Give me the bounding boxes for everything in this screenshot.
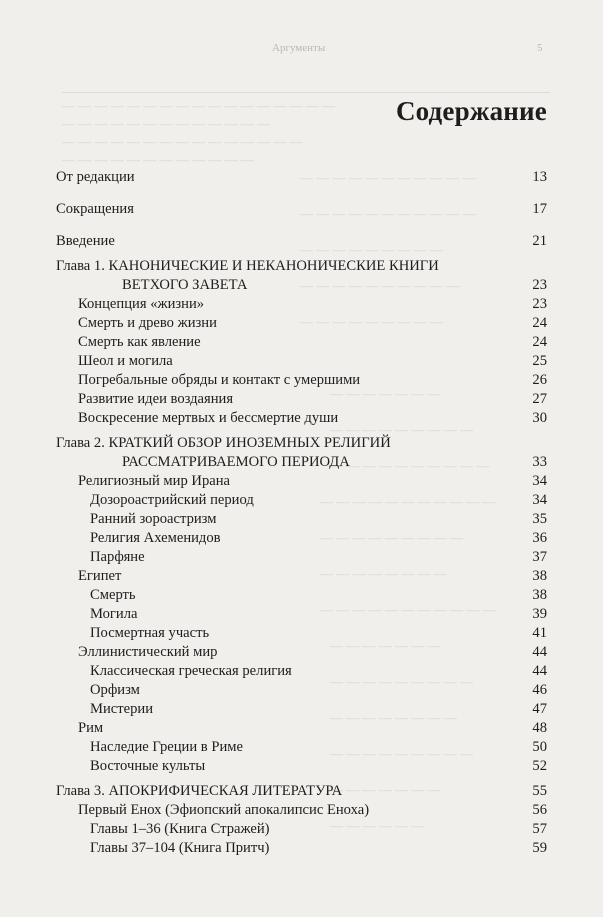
toc-entry-page: 52 xyxy=(532,758,547,774)
toc-entry-page: 25 xyxy=(532,353,547,369)
toc-entry-page: 39 xyxy=(532,606,547,622)
toc-entry xyxy=(56,491,547,510)
toc-entry xyxy=(56,371,547,390)
toc-entry-page: 24 xyxy=(532,315,547,331)
toc-entry xyxy=(56,352,547,371)
table-of-contents xyxy=(56,168,547,858)
toc-entry xyxy=(56,472,547,491)
running-head-page: 5 xyxy=(537,42,543,54)
toc-entry-title: Воскресение мертвых и бессмертие души xyxy=(78,410,339,426)
toc-entry-title: Посмертная участь xyxy=(90,625,210,641)
toc-entry-page: 55 xyxy=(532,783,547,799)
toc-entry-page: 41 xyxy=(532,625,547,641)
toc-entry-title: Наследие Греции в Риме xyxy=(90,739,243,755)
toc-chapter-title: Глава 3. АПОКРИФИЧЕСКАЯ ЛИТЕРАТУРА xyxy=(56,783,343,799)
toc-entry-page: 37 xyxy=(532,549,547,565)
toc-chapter-title-continued: ВЕТХОГО ЗАВЕТА xyxy=(122,277,248,293)
toc-entry xyxy=(56,333,547,352)
toc-entry-title: Восточные культы xyxy=(90,758,206,774)
toc-entry xyxy=(56,605,547,624)
toc-entry-title: Введение xyxy=(56,233,115,249)
toc-entry-page: 27 xyxy=(532,391,547,407)
toc-entry xyxy=(56,681,547,700)
toc-entry-title: Смерть xyxy=(90,587,136,603)
toc-chapter-heading xyxy=(56,257,547,295)
toc-entry-title: Орфизм xyxy=(90,682,140,698)
toc-entry-title: Мистерии xyxy=(90,701,154,717)
toc-entry xyxy=(56,719,547,738)
toc-entry-page: 26 xyxy=(532,372,547,388)
toc-entry-page: 50 xyxy=(532,739,547,755)
toc-entry-title: Первый Енох (Эфиопский апокалипсис Еноха) xyxy=(78,802,370,818)
toc-entry-title: Развитие идеи воздаяния xyxy=(78,391,234,407)
toc-entry xyxy=(56,586,547,605)
toc-entry-title: Религиозный мир Ирана xyxy=(78,473,231,489)
toc-entry xyxy=(56,662,547,681)
toc-chapter-heading xyxy=(56,782,547,801)
toc-entry-title: Главы 1–36 (Книга Стражей) xyxy=(90,821,270,837)
toc-entry-title: Смерть и древо жизни xyxy=(78,315,217,331)
toc-entry xyxy=(56,839,547,858)
toc-entry-page: 17 xyxy=(532,201,547,217)
toc-entry xyxy=(56,390,547,409)
toc-entry xyxy=(56,548,547,567)
toc-entry-title: Ранний зороастризм xyxy=(90,511,217,527)
toc-entry-title: Погребальные обряды и контакт с умершими xyxy=(78,372,361,388)
toc-entry-title: Египет xyxy=(78,568,122,584)
toc-entry-page: 34 xyxy=(532,492,547,508)
toc-chapter-title: Глава 2. КРАТКИЙ ОБЗОР ИНОЗЕМНЫХ РЕЛИГИЙ xyxy=(56,435,391,451)
toc-entry-page: 44 xyxy=(532,663,547,679)
toc-chapter-heading xyxy=(56,434,547,472)
toc-entry-page: 34 xyxy=(532,473,547,489)
toc-entry-title: Смерть как явление xyxy=(78,334,201,350)
toc-entry-page: 44 xyxy=(532,644,547,660)
toc-entry-page: 56 xyxy=(532,802,547,818)
toc-entry-page: 48 xyxy=(532,720,547,736)
toc-entry-title: Рим xyxy=(78,720,104,736)
page-title: Содержание xyxy=(395,96,547,126)
toc-entry xyxy=(56,738,547,757)
toc-chapter-title: Глава 1. КАНОНИЧЕСКИЕ И НЕКАНОНИЧЕСКИЕ КНИГИ xyxy=(56,258,439,274)
show-through-background: — — — — — — — — — — — — — — — — — — — — — — — — — — — — — — — — — — — — — — — — — — — — — — — — — — — — — — — — — — — — — — — — — — — — — — — — — — — — — — — — — — — — — — — — — — — — — — — — — — — — — — — — — — — — — — — — — — — — — — — — — — — — — — — — — — — — — — — — — — — — — — — — — — — — — — — — — — — — — — — — — — — — — — — — — — — — — — — — — — — — — — — — — — — — — — — — — — — — — — — — — — — — — — — — — — — — — — — — — — xyxy=(0,0,603,917)
toc-entry xyxy=(56,232,547,251)
toc-entry-title: Шеол и могила xyxy=(78,353,173,369)
toc-entry xyxy=(56,295,547,314)
toc-entry-page: 24 xyxy=(532,334,547,350)
toc-entry xyxy=(56,820,547,839)
toc-entry-title: Концепция «жизни» xyxy=(78,296,205,312)
toc-entry-title: Сокращения xyxy=(56,201,134,217)
toc-entry-title: Главы 37–104 (Книга Притч) xyxy=(90,840,270,856)
toc-entry xyxy=(56,624,547,643)
toc-entry xyxy=(56,801,547,820)
toc-entry xyxy=(56,529,547,548)
toc-entry xyxy=(56,510,547,529)
running-head-title: Аргументы xyxy=(272,42,326,54)
toc-entry-page: 38 xyxy=(532,587,547,603)
toc-entry-page: 21 xyxy=(532,233,547,249)
toc-entry-page: 13 xyxy=(532,169,547,185)
toc-entry-page: 36 xyxy=(532,530,547,546)
toc-entry-title: Эллинистический мир xyxy=(78,644,218,660)
toc-entry-title: Религия Ахеменидов xyxy=(90,530,221,546)
toc-entry xyxy=(56,757,547,776)
toc-entry xyxy=(56,314,547,333)
toc-entry xyxy=(56,409,547,428)
toc-entry-page: 38 xyxy=(532,568,547,584)
toc-entry xyxy=(56,200,547,219)
toc-entry-title: Дозороастрийский период xyxy=(90,492,254,508)
toc-chapter-title-continued: РАССМАТРИВАЕМОГО ПЕРИОДА xyxy=(122,454,350,470)
toc-entry-title: От редакции xyxy=(56,169,135,185)
toc-entry-page: 46 xyxy=(532,682,547,698)
toc-entry-title: Классическая греческая религия xyxy=(90,663,292,679)
toc-entry-title: Парфяне xyxy=(90,549,145,565)
toc-entry-page: 23 xyxy=(532,296,547,312)
toc-entry-page: 23 xyxy=(532,277,547,293)
toc-entry-page: 59 xyxy=(532,840,547,856)
toc-entry-page: 57 xyxy=(532,821,547,837)
toc-entry xyxy=(56,700,547,719)
toc-entry-page: 33 xyxy=(532,454,547,470)
toc-entry xyxy=(56,567,547,586)
toc-entry xyxy=(56,168,547,187)
toc-entry-page: 47 xyxy=(532,701,547,717)
toc-entry xyxy=(56,643,547,662)
toc-entry-title: Могила xyxy=(90,606,138,622)
toc-entry-page: 35 xyxy=(532,511,547,527)
toc-entry-page: 30 xyxy=(532,410,547,426)
